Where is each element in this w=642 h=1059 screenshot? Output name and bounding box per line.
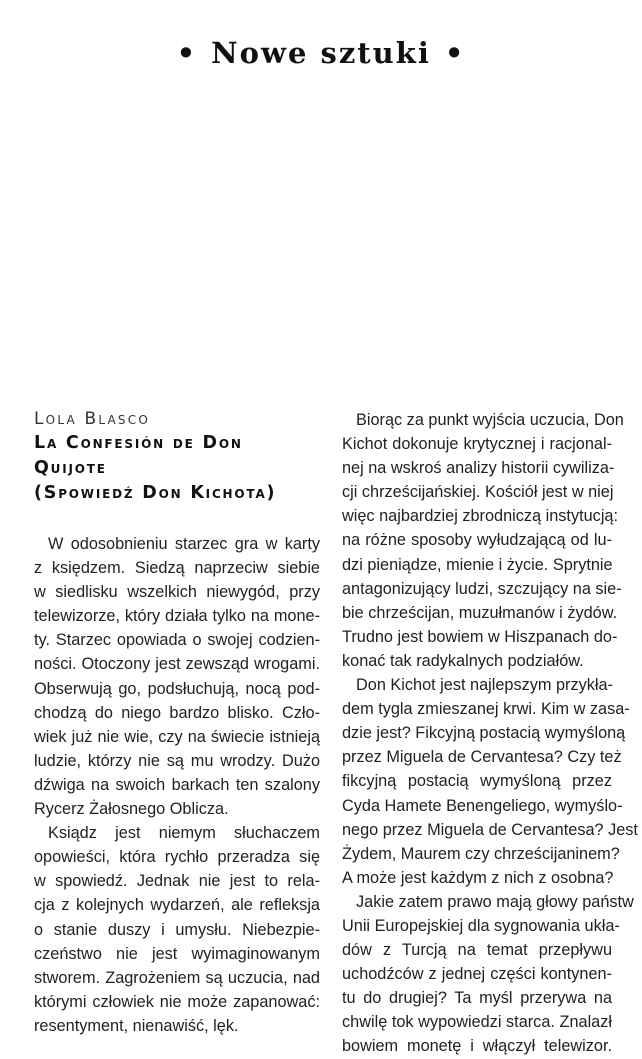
article-title bbox=[34, 431, 320, 506]
paragraph-line: antagonizujący ludzi, szczujący na sie- bbox=[342, 579, 622, 598]
paragraph bbox=[342, 408, 624, 673]
paragraph bbox=[342, 890, 634, 1059]
paragraph-line: Trudno jest bowiem w Hiszpanach do- bbox=[342, 627, 618, 646]
paragraph bbox=[34, 532, 320, 821]
paragraph-line: cja z kolejnych wydarzeń, ale refleksja bbox=[34, 896, 320, 915]
article-title-line: (Spowiedź Don Kichota) bbox=[34, 483, 277, 503]
paragraph-line: nego przez Miguela de Cervantesa? Jest bbox=[342, 820, 638, 839]
right-column-body bbox=[342, 408, 638, 1059]
right-column bbox=[342, 408, 638, 1059]
paragraph-line: Ksiądz jest niemym słuchaczem bbox=[48, 824, 320, 843]
paragraph-line: o stanie duszy i umysłu. Niebezpie- bbox=[34, 920, 320, 939]
article-author: Lola Blasco bbox=[34, 409, 150, 429]
paragraph-line: dem tygla zmieszanej krwi. Kim w zasa- bbox=[342, 700, 630, 719]
paragraph-line: Rycerz Żałosnego Oblicza. bbox=[34, 800, 229, 819]
paragraph-line: dźwiga na swoich barkach ten szalony bbox=[34, 775, 320, 794]
paragraph-line: ludzie, którzy nie są mu wrodzy. Dużo bbox=[34, 751, 320, 770]
paragraph-line: wiek już nie wie, czy na świecie istnieją bbox=[34, 727, 320, 746]
paragraph-line: Jakie zatem prawo mają głowy państw bbox=[356, 892, 634, 911]
paragraph-line: stworem. Zagrożeniem są uczucia, nad bbox=[34, 968, 320, 987]
paragraph-line: Biorąc za punkt wyjścia uczucia, Don bbox=[356, 411, 624, 429]
article-title-line: Quijote bbox=[34, 458, 107, 478]
paragraph-line: ności. Otoczony jest zewsząd wrogami. bbox=[34, 655, 320, 674]
paragraph-line: którymi człowiek nie może zapanować: bbox=[34, 992, 320, 1011]
paragraph-line: przez Miguela de Cervantesa? Czy też bbox=[342, 748, 622, 767]
article-title-line: La Confesión de Don bbox=[34, 433, 243, 453]
paragraph-line: telewizorze, który działa tylko na mone- bbox=[34, 607, 320, 626]
paragraph-line: bie chrześcijan, muzułmanów i żydów. bbox=[342, 603, 618, 622]
paragraph-line: czeństwo nie jest wyimaginowanym bbox=[34, 944, 320, 963]
paragraph-line: fikcyjną postacią wymyśloną przez bbox=[342, 772, 612, 791]
paragraph-line: w spowiedź. Jednak nie jest to rela- bbox=[34, 872, 320, 891]
paragraph-line: chodzą do niego bardzo blisko. Czło- bbox=[34, 703, 320, 722]
paragraph-line: dów z Turcją na temat przepływu bbox=[342, 941, 612, 960]
paragraph-line: uchodźców z jednej części kontynen- bbox=[342, 965, 612, 984]
paragraph-line: W odosobnieniu starzec gra w karty bbox=[48, 535, 320, 553]
left-column bbox=[34, 407, 320, 1038]
paragraph-line: dzie jest? Fikcyjną postacią wymyśloną bbox=[342, 724, 626, 743]
paragraph-line: Cyda Hamete Benengeliego, wymyślo- bbox=[342, 796, 623, 815]
paragraph-line: więc najbardziej zbrodniczą instytucją: bbox=[342, 507, 619, 526]
paragraph bbox=[34, 821, 320, 1038]
paragraph bbox=[342, 673, 638, 890]
left-column-body bbox=[34, 532, 320, 1038]
paragraph-line: Don Kichot jest najlepszym przykła- bbox=[356, 676, 613, 695]
bullet-decoration-left: • bbox=[176, 36, 198, 70]
paragraph-line: ty. Starzec opowiada o swojej codzien- bbox=[34, 631, 320, 650]
paragraph-line: chwilę tok wypowiedzi starca. Znalazł bbox=[342, 1013, 612, 1032]
paragraph-line: z księdzem. Siedzą naprzeciw siebie bbox=[34, 559, 320, 578]
paragraph-line: resentyment, nienawiść, lęk. bbox=[34, 1016, 239, 1035]
paragraph-line: Żydem, Maurem czy chrześcijaninem? bbox=[342, 844, 620, 863]
paragraph-line: na różne sposoby wyłudzającą od lu- bbox=[342, 531, 612, 550]
paragraph-line: Unii Europejskiej dla sygnowania ukła- bbox=[342, 916, 620, 935]
paragraph-line: nej na wskroś analizy historii cywiliza- bbox=[342, 459, 615, 478]
paragraph-line: konać tak radykalnych podziałów. bbox=[342, 651, 584, 670]
section-heading-text: Nowe sztuki bbox=[211, 36, 431, 70]
paragraph-line: cji chrześcijańskiej. Kościół jest w niej bbox=[342, 483, 614, 502]
section-heading bbox=[0, 36, 642, 70]
paragraph-line: tu do drugiej? Ta myśl przerywa na bbox=[342, 989, 612, 1008]
paragraph-line: A może jest każdym z nich z osobna? bbox=[342, 868, 614, 887]
paragraph-line: bowiem monetę i włączył telewizor. bbox=[342, 1037, 612, 1056]
bullet-decoration-right: • bbox=[444, 36, 466, 70]
paragraph-line: opowieści, która rychło przeradza się bbox=[34, 848, 320, 867]
paragraph-line: Obserwują go, podsłuchują, nocą pod- bbox=[34, 679, 320, 698]
paragraph-line: Kichot dokonuje krytycznej i racjonal- bbox=[342, 435, 612, 454]
paragraph-line: w siedlisku wszelkich niewygód, przy bbox=[34, 583, 320, 602]
paragraph-line: dzi pieniądze, mienie i życie. Sprytnie bbox=[342, 555, 613, 574]
